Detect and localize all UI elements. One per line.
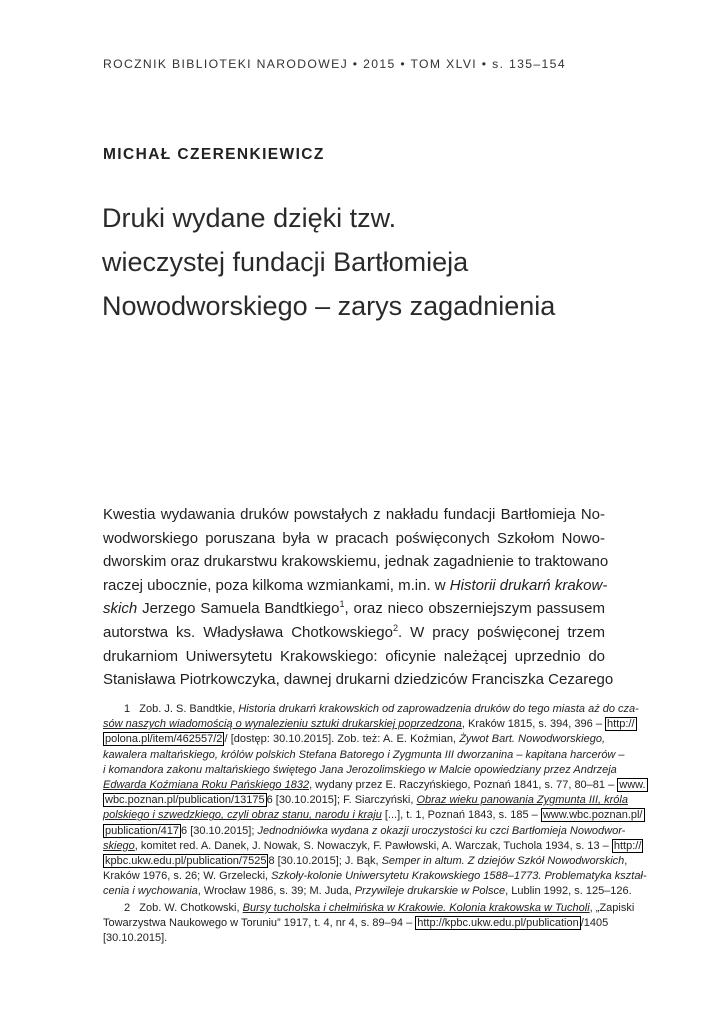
url-link[interactable]: polona.pl/item/462557/2 — [105, 733, 223, 746]
fn-fragment: , Kraków 1815, s. 394, 396 – — [461, 718, 602, 731]
fn-italic: Jednodniówka wydana z okazji uroczystości ku czci Bartłomieja Nowodwor- — [257, 824, 626, 837]
footnote-line — [103, 748, 625, 763]
fn-italic: Obraz wieku panowania Zygmunta III, króla — [416, 794, 628, 807]
title-line: Nowodworskiego – zarys zagadnienia — [102, 291, 556, 321]
fn-fragment: [...], t. 1, Poznań 1843, s. 185 – — [384, 809, 538, 822]
fn-fragment: 8 [30.10.2015]; J. Bąk, — [268, 854, 379, 867]
body-line: dworskim oraz drukarstwu krakowskiemu, jednak zagadnienie to traktowano — [103, 553, 609, 571]
running-head: ROCZNIK BIBLIOTEKI NARODOWEJ • 2015 • TOM XLVI • s. 135–154 — [103, 57, 566, 71]
fn-italic: cenia i wychowania — [103, 885, 198, 898]
body-line — [103, 597, 605, 621]
body-line: drukarniom Uniwersytetu Krakowskiego: oficynie należącej uprzednio do — [103, 647, 605, 665]
body-line — [103, 621, 605, 645]
fn-fragment: Towarzystwa Naukowego w Toruniu” 1917, t. 4, nr 4, s. 89–94 – — [103, 917, 413, 930]
fn-italic: polskiego i szwedzkiego, czyli obraz stanu, narodu i kraju — [103, 809, 382, 822]
footnote-line — [103, 884, 632, 899]
url-link[interactable]: http://kpbc.ukw.edu.pl/publication — [417, 917, 579, 930]
footnote-line — [103, 808, 643, 823]
footnote-line — [103, 702, 639, 717]
fn-fragment: , Lublin 1992, s. 125–126. — [505, 885, 632, 898]
fn-italic: Żywot Bart. Nowodworskiego, — [459, 733, 605, 746]
fn-fragment: , — [624, 854, 628, 867]
fn-fragment: 6 [30.10.2015]; — [181, 824, 255, 837]
url-link[interactable]: http:// — [613, 839, 642, 852]
fn-fragment: Kraków 1976, s. 26; W. Grzelecki, — [103, 870, 269, 883]
fn-fragment: /1405 — [580, 917, 609, 930]
url-link[interactable]: www. — [619, 778, 646, 791]
fn-italic: Bursy tucholska i chełmińska w Krakowie. Kolonia krakowska w Tucholi — [242, 902, 590, 914]
footnote-line — [103, 901, 635, 916]
article-title — [102, 196, 622, 328]
footnote-line — [103, 732, 605, 747]
fn-fragment: , wydany przez E. Raczyńskiego, Poznań 1841, s. 77, 80–81 – — [309, 778, 615, 791]
footnote-2 — [103, 901, 635, 947]
body-italic: Historii drukarń krakow- — [449, 576, 608, 594]
body-fragment: , oraz nieco obszerniejszym passusem — [344, 600, 605, 618]
footnote-line — [103, 869, 647, 884]
footnote-line — [103, 717, 635, 732]
footnote-line: [30.10.2015]. — [103, 932, 168, 945]
body-line — [103, 574, 608, 598]
fn-italic: Edwarda Koźmiana Roku Pańskiego 1832 — [103, 778, 310, 791]
url-link[interactable]: wbc.poznan.pl/publication/13175 — [105, 794, 265, 807]
fn-fragment: 6 [30.10.2015]; F. Siarczyński, — [266, 794, 414, 807]
fn-italic: sów naszych wiadomością o wynalezieniu sztuki drukarskiej poprzedzona — [103, 718, 462, 731]
body-fragment: autorstwa ks. Władysława Chotkowskiego — [103, 623, 393, 641]
footnote-line — [103, 793, 628, 808]
url-link[interactable]: http:// — [607, 718, 635, 731]
footnote-line — [103, 763, 617, 778]
fn-fragment: , Wrocław 1986, s. 39; M. Juda, — [197, 885, 352, 898]
fn-fragment: Zob. J. S. Bandtkie, — [139, 703, 236, 715]
body-fragment: raczej ubocznie, poza kilkoma wzmiankami, m.in. w — [103, 576, 446, 594]
body-line: wodworskiego poruszana była w pracach poświęconych Szkołom Nowo- — [103, 529, 605, 547]
body-line: Stanisława Piotrkowczyka, dawnej drukarni dziedziców Franciszka Cezarego — [103, 671, 614, 689]
fn-fragment: Zob. W. Chotkowski, — [139, 902, 240, 914]
body-text — [103, 503, 614, 692]
fn-italic: skiego — [103, 839, 135, 852]
fn-fragment: , „Zapiski — [589, 902, 635, 914]
title-line: Druki wydane dzięki tzw. — [102, 203, 397, 233]
fn-italic: kawalera maltańskiego, królów polskich Stefana Batorego i Zygmunta III dworzanina – kapitana harcerów – — [103, 748, 625, 761]
footnote-number: 1 — [124, 703, 131, 715]
body-fragment: . W pracy poświęconej trzem — [397, 623, 605, 641]
footnote-line — [103, 839, 642, 854]
footnote-number: 2 — [124, 902, 131, 914]
footnote-line — [103, 778, 646, 793]
body-line: Kwestia wydawania druków powstałych z nakładu fundacji Bartłomieja No- — [103, 506, 605, 523]
body-fragment: Jerzego Samuela Bandtkiego — [142, 600, 340, 618]
footnote-1 — [103, 702, 647, 899]
body-italic: skich — [103, 600, 138, 618]
footnote-ref[interactable]: 2 — [392, 622, 398, 633]
footnote-line — [103, 916, 609, 931]
author-name: MICHAŁ CZERENKIEWICZ — [103, 146, 325, 163]
title-line: wieczystej fundacji Bartłomieja — [102, 247, 469, 277]
fn-italic: Semper in altum. Z dziejów Szkół Nowodworskich — [381, 854, 625, 867]
fn-italic: Szkoły-kolonie Uniwersytetu Krakowskiego 1588–1773. Problematyka kształ- — [271, 870, 647, 883]
url-link[interactable]: publication/417 — [105, 824, 180, 837]
fn-italic: Historia drukarń krakowskich od zaprowadzenia druków do tego miasta aż do cza- — [238, 703, 639, 715]
footnote-line — [103, 854, 628, 869]
fn-fragment: / [dostęp: 30.10.2015]. Zob. też: A. E. Koźmian, — [224, 733, 456, 746]
fn-fragment: , komitet red. A. Danek, J. Nowak, S. Nowaczyk, F. Pawłowski, A. Warczak, Tuchola 1934, s. 13 – — [134, 839, 609, 852]
footnote-ref[interactable]: 1 — [339, 599, 345, 610]
footnote-line — [103, 824, 626, 839]
url-link[interactable]: www.wbc.poznan.pl/ — [542, 809, 643, 822]
fn-italic: Przywileje drukarskie w Polsce — [354, 885, 506, 898]
url-link[interactable]: kpbc.ukw.edu.pl/publication/7525 — [105, 854, 267, 867]
fn-italic: i komandora zakonu maltańskiego świętego Jana Jerozolimskiego w Malcie opowiedziany przez Andrzeja — [103, 763, 617, 776]
